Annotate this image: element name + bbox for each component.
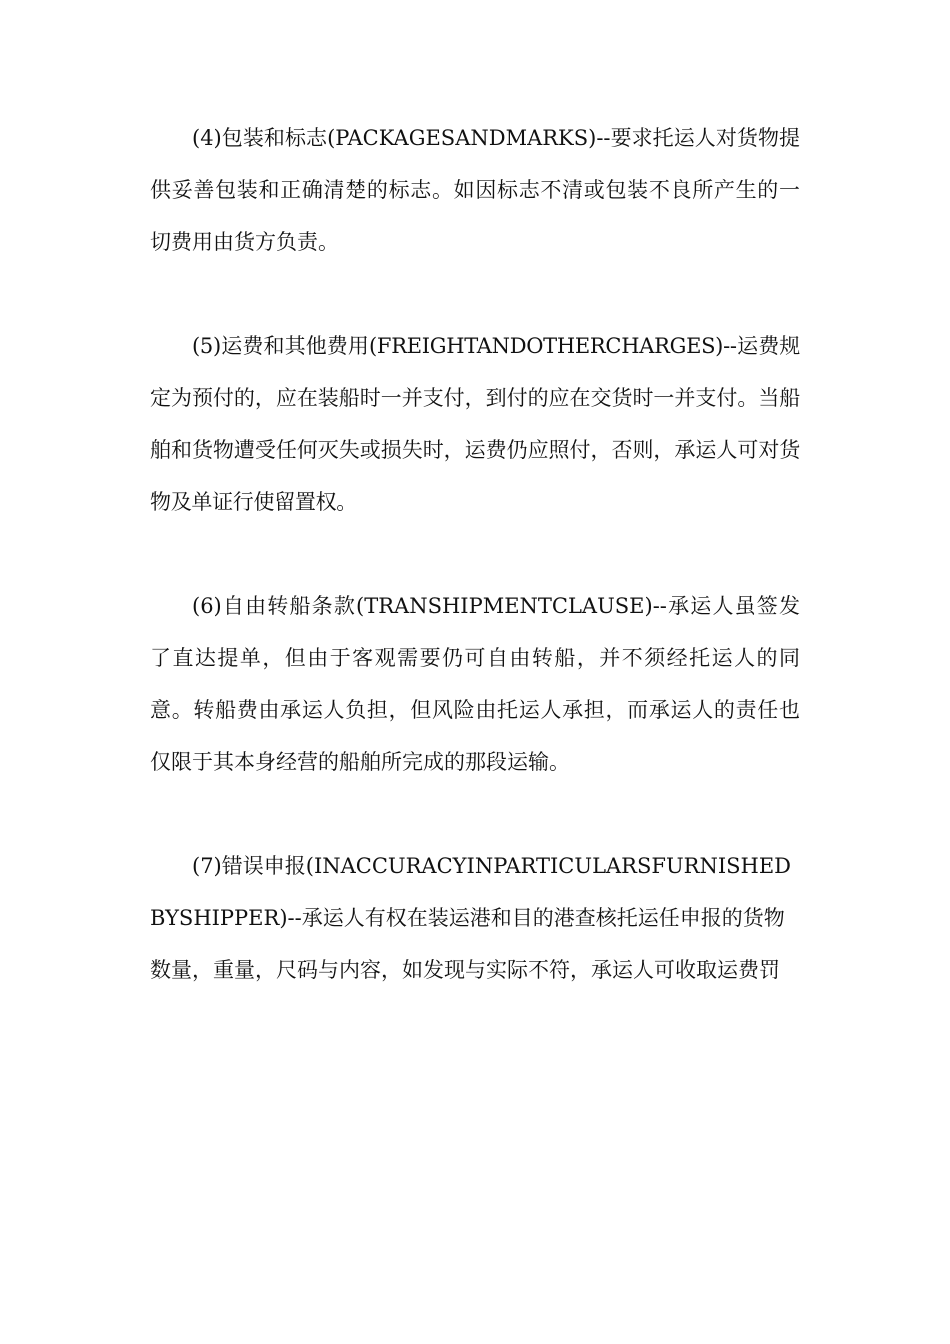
paragraph-packages-and-marks: (4)包装和标志(PACKAGESANDMARKS)--要求托运人对货物提供妥善包装和正确清楚的标志。如因标志不清或包装不良所产生的一切费用由货方负责。 <box>150 126 800 254</box>
paragraph-inaccuracy-in-particulars: (7)错误申报(INACCURACYINPARTICULARSFURNISHEDBYSHIPPER)--承运人有权在装运港和目的港查核托运任申报的货物数量，重量，尺码与内容，如发现与实际不符，承运人可收取运费罚 <box>150 854 791 982</box>
paragraph-transhipment-clause: (6)自由转船条款(TRANSHIPMENTCLAUSE)--承运人虽签发了直达提单，但由于客观需要仍可自由转船，并不须经托运人的同意。转船费由承运人负担，但风险由托运人承担，而承运人的责任也仅限于其本身经营的船舶所完成的那段运输。 <box>150 594 800 774</box>
paragraph-freight-and-other-charges: (5)运费和其他费用(FREIGHTANDOTHERCHARGES)--运费规定为预付的，应在装船时一并支付，到付的应在交货时一并支付。当船舶和货物遭受任何灭失或损失时，运费仍应照付，否则，承运人可对货物及单证行使留置权。 <box>150 334 800 514</box>
document-body <box>150 112 800 996</box>
